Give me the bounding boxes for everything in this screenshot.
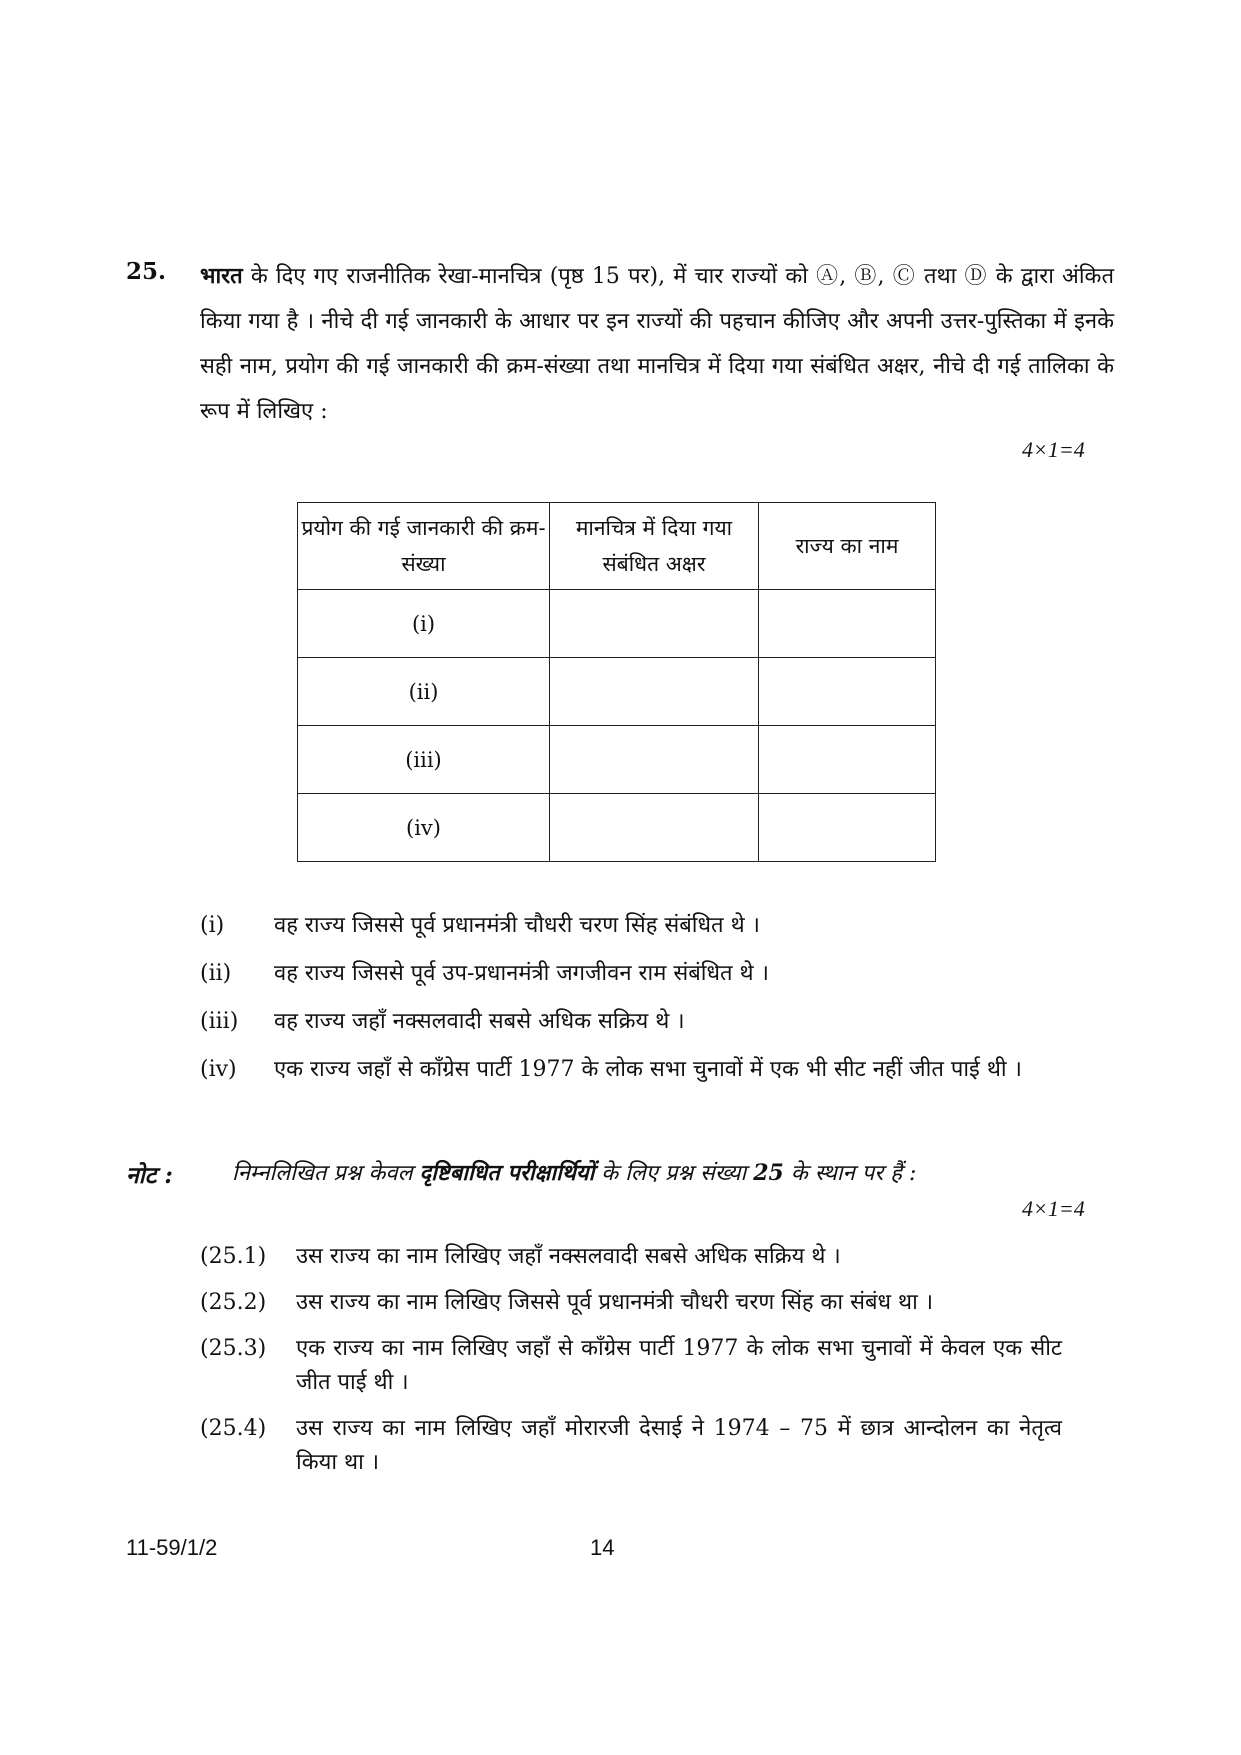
table-cell-state	[759, 590, 936, 658]
table-header-letter: मानचित्र में दिया गया संबंधित अक्षर	[550, 503, 759, 590]
paper-code: 11-59/1/2	[126, 1535, 218, 1560]
table-cell-state	[759, 794, 936, 862]
alt-question-number: (25.3)	[200, 1336, 267, 1361]
table-cell-state	[759, 658, 936, 726]
list-item	[200, 1050, 1100, 1090]
list-item	[200, 1412, 1062, 1480]
alt-question-text: उस राज्य का नाम लिखिए जहाँ नक्सलवादी सबसे अधिक सक्रिय थे ।	[296, 1244, 841, 1269]
question-bold-word: भारत	[200, 263, 243, 289]
table-cell-letter	[550, 794, 759, 862]
note-label: नोट :	[126, 1162, 173, 1189]
table-cell-letter	[550, 726, 759, 794]
alt-question-text: एक राज्य का नाम लिखिए जहाँ से काँग्रेस पार्टी 1977 के लोक सभा चुनावों में केवल एक सीट जीत पाई थी ।	[296, 1336, 1062, 1395]
note-text-after: के स्थान पर हैं :	[790, 1161, 917, 1186]
table-header-state: राज्य का नाम	[759, 503, 936, 590]
table-header-row	[298, 503, 936, 590]
note-text	[232, 1157, 1062, 1190]
clue-number: (ii)	[200, 961, 232, 986]
clue-number: (i)	[200, 913, 225, 938]
list-item	[200, 1332, 1062, 1400]
table-row	[298, 590, 936, 658]
question-number: 25.	[126, 258, 167, 285]
table-cell-letter	[550, 658, 759, 726]
table-cell-state	[759, 726, 936, 794]
note-bold-text: दृष्टिबाधित परीक्षार्थियों	[419, 1160, 595, 1186]
note-text-before: निम्नलिखित प्रश्न केवल	[232, 1161, 413, 1186]
note-marks: 4×1=4	[1022, 1196, 1085, 1221]
clue-list	[200, 906, 1100, 1098]
clue-text: वह राज्य जिससे पूर्व प्रधानमंत्री चौधरी चरण सिंह संबंधित थे ।	[274, 913, 760, 938]
question-body: के दिए गए राजनीतिक रेखा-मानचित्र (पृष्ठ 15 पर), में चार राज्यों को Ⓐ, Ⓑ, Ⓒ तथा Ⓓ के द्वारा अंकित किया गया है । नीचे दी गई जानकारी के आधार पर इन राज्यों की पहचान कीजिए और अपनी उत्तर-पुस्तिका में इनके सही नाम, प्रयोग की गई जानकारी की क्रम-संख्या तथा मानचित्र में दिया गया संबंधित अक्षर, नीचे दी गई तालिका के रूप में लिखिए :	[200, 264, 1114, 424]
table-header-serial: प्रयोग की गई जानकारी की क्रम-संख्या	[298, 503, 550, 590]
table-row	[298, 726, 936, 794]
table-row	[298, 658, 936, 726]
question-marks: 4×1=4	[1022, 437, 1085, 462]
clue-text: एक राज्य जहाँ से काँग्रेस पार्टी 1977 के लोक सभा चुनावों में एक भी सीट नहीं जीत पाई थी ।	[274, 1057, 1022, 1082]
list-item	[200, 1002, 1100, 1042]
note-text-middle: के लिए प्रश्न संख्या	[601, 1161, 747, 1186]
answer-table	[297, 502, 936, 862]
table-cell-serial: (i)	[298, 590, 550, 658]
list-item	[200, 1240, 1062, 1274]
list-item	[200, 906, 1100, 946]
list-item	[200, 954, 1100, 994]
alt-question-text: उस राज्य का नाम लिखिए जिससे पूर्व प्रधानमंत्री चौधरी चरण सिंह का संबंध था ।	[296, 1290, 934, 1315]
alt-question-number: (25.2)	[200, 1290, 267, 1315]
clue-number: (iv)	[200, 1057, 237, 1082]
table-cell-serial: (ii)	[298, 658, 550, 726]
alt-question-number: (25.1)	[200, 1244, 267, 1269]
question-text	[200, 254, 1114, 434]
page-number: 14	[590, 1535, 615, 1560]
clue-text: वह राज्य जहाँ नक्सलवादी सबसे अधिक सक्रिय थे ।	[274, 1009, 685, 1034]
list-item	[200, 1286, 1062, 1320]
table-row	[298, 794, 936, 862]
table-cell-serial: (iv)	[298, 794, 550, 862]
alt-question-text: उस राज्य का नाम लिखिए जहाँ मोरारजी देसाई ने 1974 – 75 में छात्र आन्दोलन का नेतृत्व किया था ।	[296, 1416, 1062, 1475]
note-bold-number: 25	[753, 1160, 784, 1186]
alternative-question-list	[200, 1240, 1062, 1492]
table-cell-letter	[550, 590, 759, 658]
clue-text: वह राज्य जिससे पूर्व उप-प्रधानमंत्री जगजीवन राम संबंधित थे ।	[274, 961, 769, 986]
alt-question-number: (25.4)	[200, 1416, 267, 1441]
clue-number: (iii)	[200, 1009, 239, 1034]
table-cell-serial: (iii)	[298, 726, 550, 794]
